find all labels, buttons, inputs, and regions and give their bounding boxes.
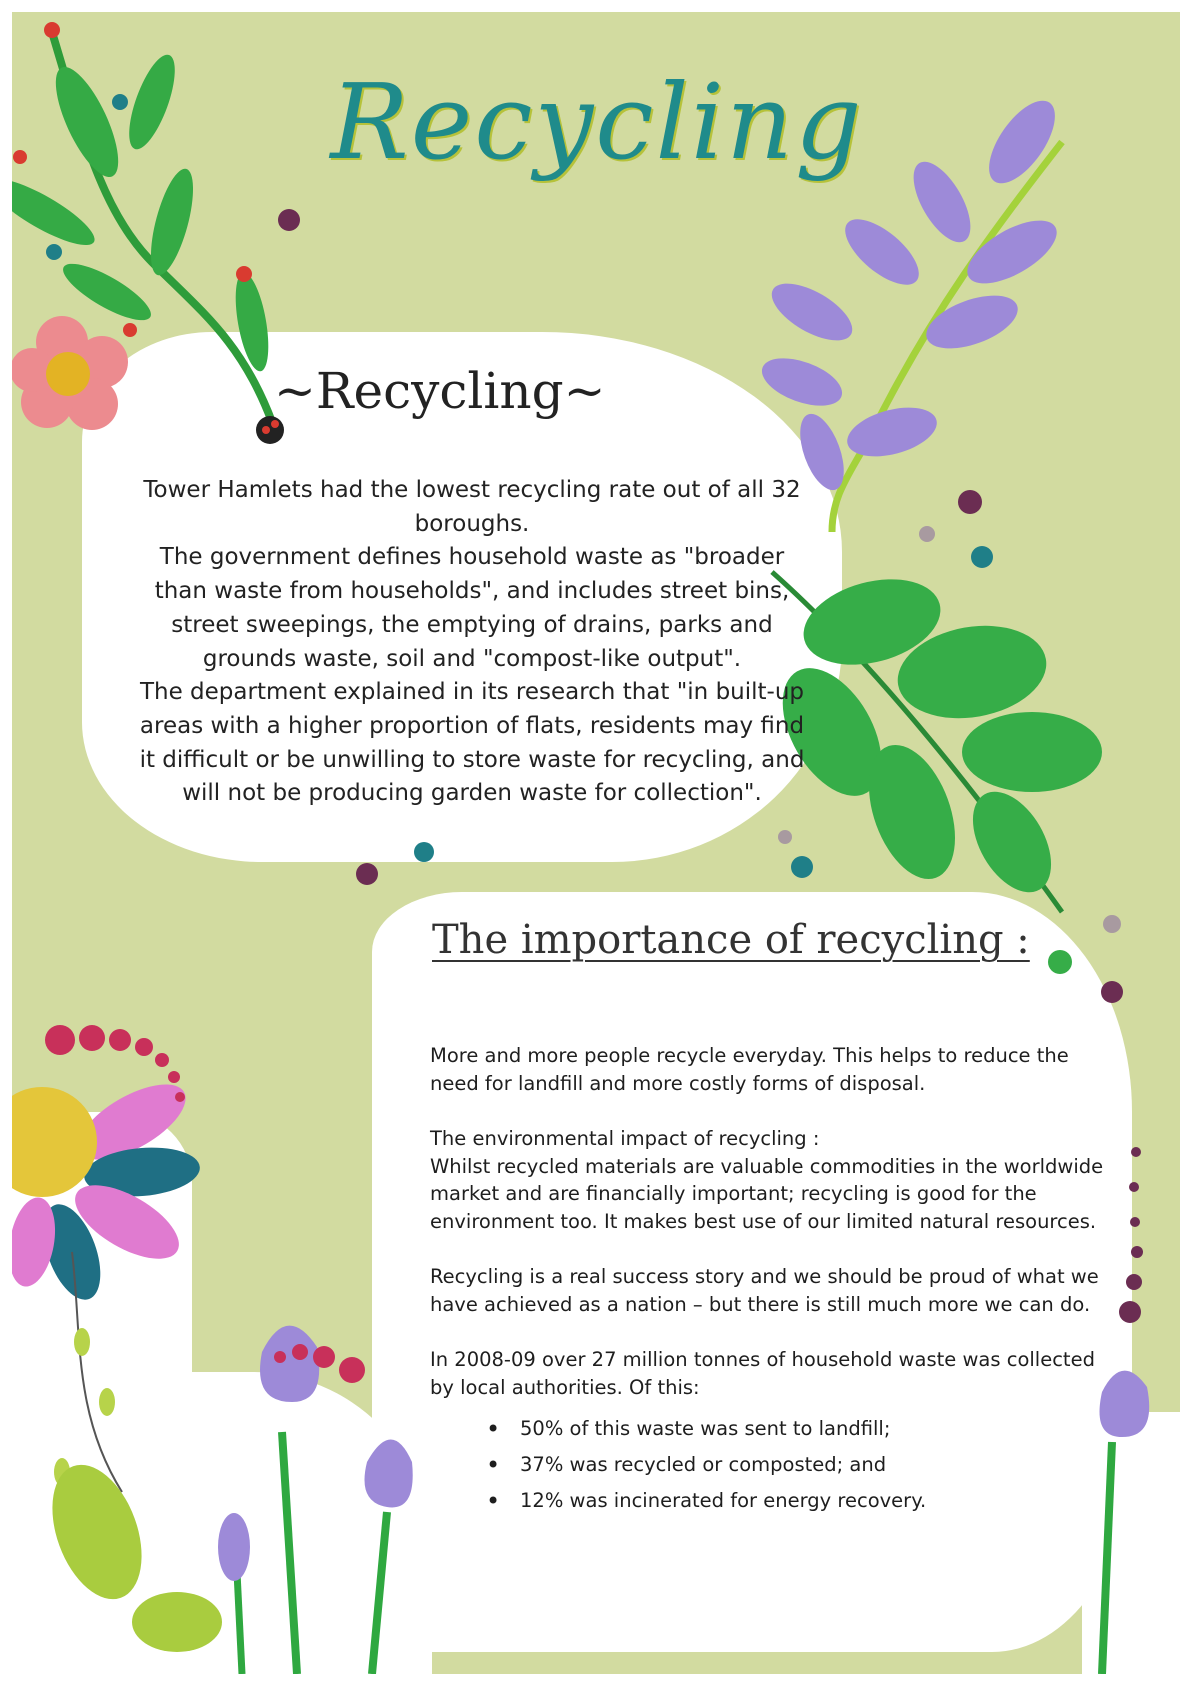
importance-heading: The importance of recycling :: [432, 917, 1030, 963]
handwritten-title: Recycling: [330, 61, 864, 183]
recycling-paragraph: The department explained in its research that "in built-up areas with a higher proportion of flats, residents may find it difficult or be unwilling to store waste for recycling, and will not be producing garden waste for collection".: [139, 679, 805, 807]
success-story-paragraph: Recycling is a real success story and we should be proud of what we have achieved as a nation – but there is still much more we can do.: [430, 1265, 1099, 1316]
pink-flower-illustration: [12, 316, 128, 430]
importance-paragraph: More and more people recycle everyday. This helps to reduce the need for landfill and more costly forms of disposal.: [430, 1044, 1069, 1095]
waste-stats-intro: In 2008-09 over 27 million tonnes of household waste was collected by local authorities. Of this:: [430, 1348, 1095, 1399]
importance-text: [430, 1042, 1110, 1519]
environmental-impact-paragraph: Whilst recycled materials are valuable commodities in the worldwide market and are financially important; recycling is good for the environment too. It makes best use of our limited natural resources.: [430, 1154, 1104, 1233]
recycling-paragraph: Tower Hamlets had the lowest recycling rate out of all 32 boroughs.: [143, 477, 801, 537]
daisy-flower-illustration: [12, 1069, 222, 1652]
environmental-impact-title: The environmental impact of recycling :: [430, 1127, 820, 1150]
waste-stats-list: [430, 1411, 1110, 1519]
recycling-paragraph: The government defines household waste as "broader than waste from households", and includes street bins, street sweepings, the emptying of drains, parks and grounds waste, soil and "compost-like output".: [154, 544, 790, 672]
fern-leaf-illustration: [762, 565, 1102, 974]
list-item: • 50% of this waste was sent to landfill;: [520, 1411, 1110, 1447]
list-item: • 37% was recycled or composted; and: [520, 1447, 1110, 1483]
poster-sheet: [12, 12, 1180, 1674]
recycling-text: [132, 474, 812, 811]
list-item: • 12% was incinerated for energy recovery.: [520, 1483, 1110, 1519]
recycling-heading: ~Recycling~: [274, 362, 606, 420]
